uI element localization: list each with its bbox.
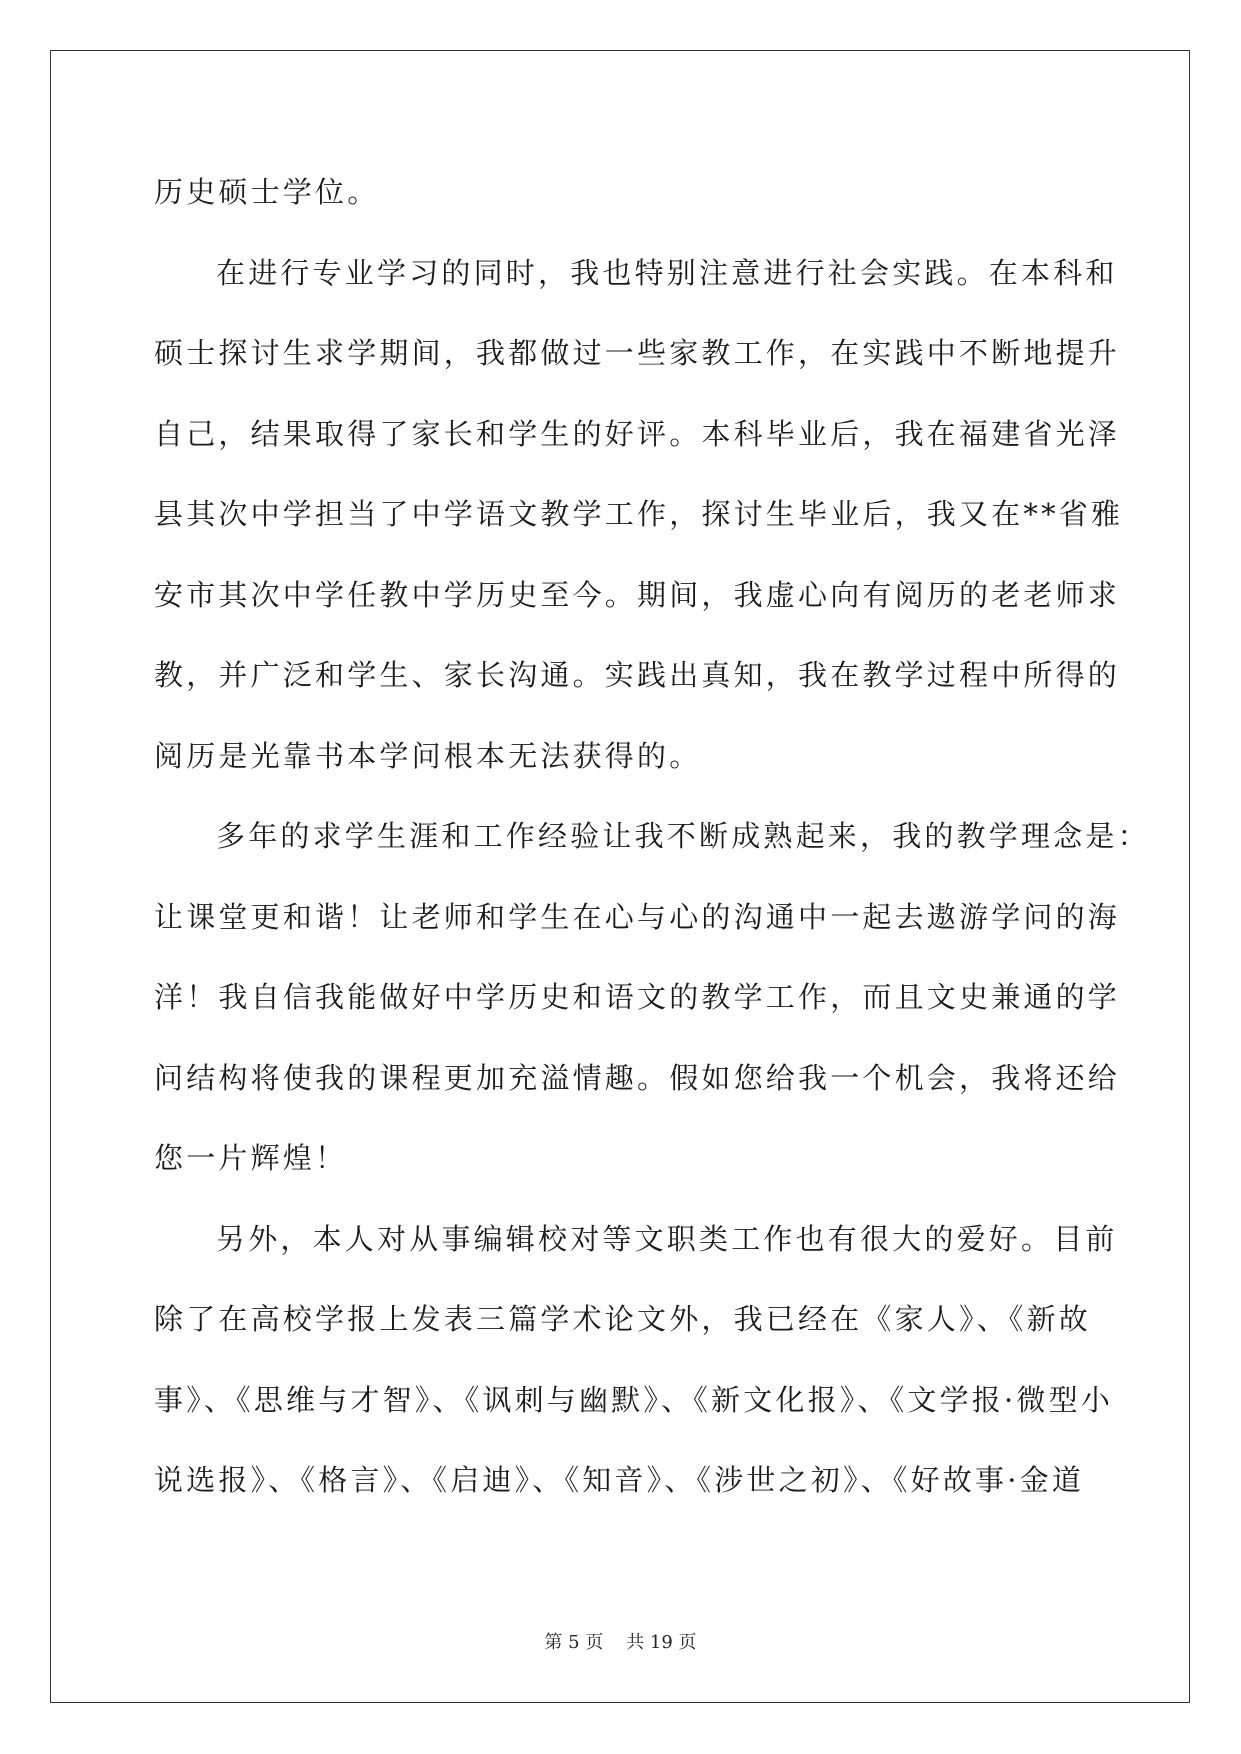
text-line: 除了在高校学报上发表三篇学术论文外，我已经在《家人》、《新故 [154,1302,1092,1336]
text-line: 历史硕士学位。 [154,175,380,209]
text-line: 另外，本人对从事编辑校对等文职类工作也有很大的爱好。目前 [216,1221,1118,1256]
text-line: 说选报》、《格言》、《启迪》、《知音》、《涉世之初》、《好故事·金道 [154,1463,1085,1497]
text-line: 县其次中学担当了中学语文教学工作，探讨生毕业后，我又在**省雅 [154,497,1124,531]
page-number-footer: 第 5 页 共 19 页 [544,1632,697,1653]
text-line: 阅历是光靠书本学问根本无法获得的。 [154,738,702,773]
text-line: 自己，结果取得了家长和学生的好评。本科毕业后，我在福建省光泽 [154,416,1121,451]
text-line: 安市其次中学任教中学历史至今。期间，我虚心向有阅历的老老师求 [154,577,1121,612]
text-line: 洋！我自信我能做好中学历史和语文的教学工作，而且文史兼通的学 [154,980,1121,1014]
text-line: 硕士探讨生求学期间，我都做过一些家教工作，在实践中不断地提升 [154,336,1121,370]
text-line: 多年的求学生涯和工作经验让我不断成熟起来，我的教学理念是： [216,819,1150,853]
text-line: 您一片辉煌！ [154,1141,348,1175]
text-line: 让课堂更和谐！让老师和学生在心与心的沟通中一起去遨游学问的海 [154,899,1121,934]
text-line: 教，并广泛和学生、家长沟通。实践出真知，我在教学过程中所得的 [154,658,1121,692]
document-body [154,152,1150,1521]
text-line: 问结构将使我的课程更加充溢情趣。假如您给我一个机会，我将还给 [154,1060,1121,1095]
text-line: 在进行专业学习的同时，我也特别注意进行社会实践。在本科和 [216,255,1118,290]
text-line: 事》、《思维与才智》、《讽刺与幽默》、《新文化报》、《文学报·微型小 [154,1382,1114,1417]
